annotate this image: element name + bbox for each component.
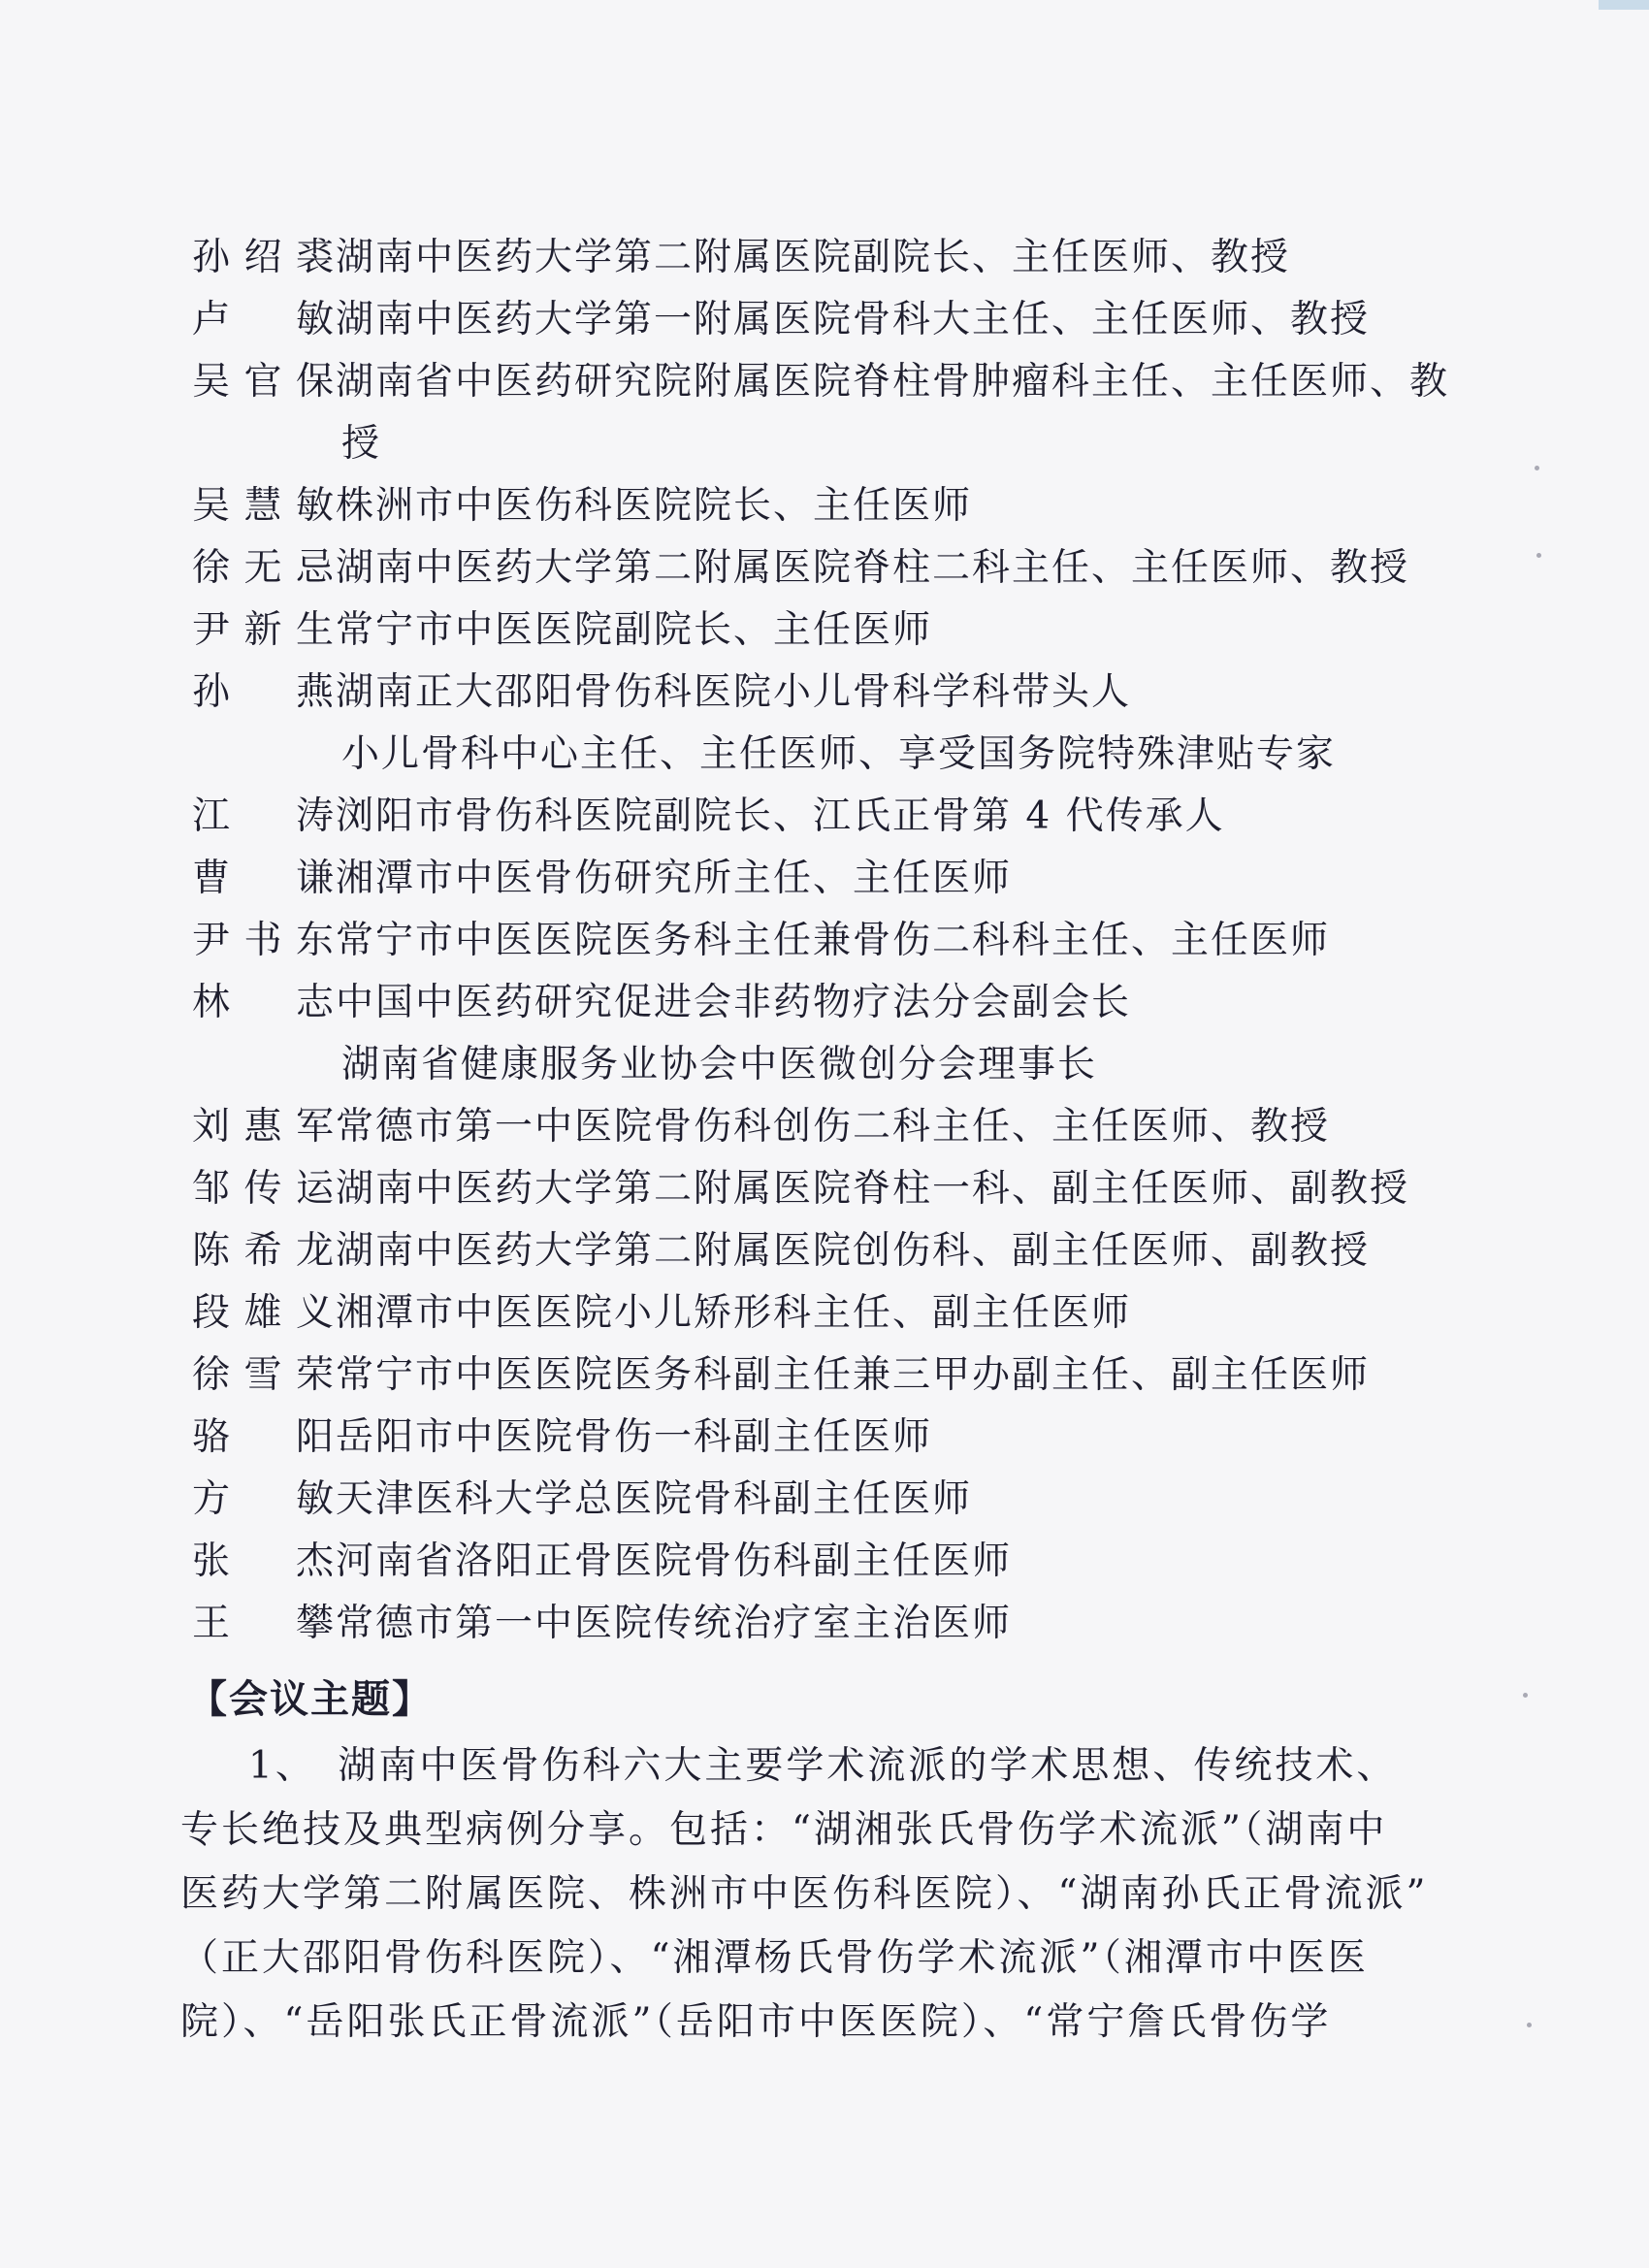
person-title-line: 浏阳市骨伤科医院副院长、江氏正骨第 4 代传承人 [336, 794, 1225, 838]
person-name: 孙 燕 [192, 670, 336, 714]
person-title-line: 小儿骨科中心主任、主任医师、享受国务院特殊津贴专家 [341, 732, 1337, 776]
person-name: 尹 新 生 [192, 608, 336, 652]
person-title [336, 1096, 1453, 1158]
person-title [336, 662, 1453, 786]
person-title-line: 河南省洛阳正骨医院骨伤科副主任医师 [336, 1539, 1013, 1583]
person-title [336, 537, 1453, 599]
roster-row [192, 1345, 1453, 1407]
person-name: 曹 谦 [192, 857, 336, 900]
person-name: 邹 传 运 [192, 1167, 336, 1211]
scan-edge-mark [1599, 0, 1649, 10]
person-name: 徐 无 忌 [192, 546, 336, 590]
roster-row [192, 537, 1453, 599]
person-name: 方 敏 [192, 1477, 336, 1521]
person-title [336, 1158, 1453, 1220]
person-title-line: 湖南正大邵阳骨伤科医院小儿骨科学科带头人 [336, 670, 1132, 714]
person-title [336, 848, 1453, 910]
person-name: 骆 阳 [192, 1415, 336, 1459]
person-title-line: 株洲市中医伤科医院院长、主任医师 [336, 484, 973, 528]
person-name: 吴 官 保 [192, 360, 336, 404]
expert-roster [192, 227, 1453, 1655]
person-title [336, 475, 1453, 537]
theme-line: （正大邵阳骨伤科医院）、“湘潭杨氏骨伤学术流派”（湘潭市中医医 [180, 1936, 1369, 1980]
roster-row [192, 1158, 1453, 1220]
person-title [336, 1593, 1453, 1655]
person-title [336, 910, 1453, 972]
roster-row [192, 1407, 1453, 1469]
person-title [336, 786, 1453, 848]
person-name: 张 杰 [192, 1539, 336, 1583]
roster-row [192, 662, 1453, 786]
person-title [336, 1531, 1453, 1593]
person-name: 卢 敏 [192, 298, 336, 341]
person-title [336, 351, 1453, 475]
roster-row [192, 1531, 1453, 1593]
roster-row [192, 599, 1453, 662]
roster-row [192, 351, 1453, 475]
roster-row [192, 786, 1453, 848]
theme-line: 1、 湖南中医骨伤科六大主要学术流派的学术思想、传统技术、 [248, 1744, 1398, 1788]
person-title-line: 岳阳市中医院骨伤一科副主任医师 [336, 1415, 933, 1459]
person-name: 段 雄 义 [192, 1291, 336, 1335]
roster-row [192, 227, 1453, 289]
roster-row [192, 1593, 1453, 1655]
person-title-line: 湖南中医药大学第二附属医院副院长、主任医师、教授 [336, 236, 1291, 279]
person-title-line: 湖南省健康服务业协会中医微创分会理事长 [341, 1043, 1098, 1086]
roster-row [192, 475, 1453, 537]
person-name: 王 攀 [192, 1602, 336, 1645]
theme-line: 院）、“岳阳张氏正骨流派”（岳阳市中医医院）、“常宁詹氏骨伤学 [180, 2000, 1332, 2044]
person-title [336, 1407, 1453, 1469]
person-title-line: 常宁市中医医院医务科主任兼骨伤二科科主任、主任医师 [336, 919, 1331, 962]
person-title-line: 湘潭市中医医院小儿矫形科主任、副主任医师 [336, 1291, 1132, 1335]
person-name: 江 涛 [192, 794, 336, 838]
person-title [336, 599, 1453, 662]
person-name: 刘 惠 军 [192, 1105, 336, 1149]
person-title-line: 中国中医药研究促进会非药物疗法分会副会长 [336, 981, 1132, 1024]
person-title [336, 1469, 1453, 1531]
person-name: 林 志 [192, 981, 336, 1024]
scan-speck [1523, 1693, 1528, 1698]
person-title-line: 常德市第一中医院骨伤科创伤二科主任、主任医师、教授 [336, 1105, 1331, 1149]
theme-paragraph [180, 1734, 1429, 2055]
roster-row [192, 910, 1453, 972]
theme-line: 专长绝技及典型病例分享。包括：“湖湘张氏骨伤学术流派”（湖南中 [180, 1808, 1388, 1852]
person-name: 陈 希 龙 [192, 1229, 336, 1273]
person-title-line: 湖南中医药大学第二附属医院创伤科、副主任医师、副教授 [336, 1229, 1371, 1273]
person-title [336, 1345, 1453, 1407]
person-title [336, 1220, 1453, 1282]
person-title-line: 天津医科大学总医院骨科副主任医师 [336, 1477, 973, 1521]
person-title-line: 常宁市中医医院医务科副主任兼三甲办副主任、副主任医师 [336, 1353, 1371, 1397]
scan-speck [1527, 2023, 1532, 2027]
person-title-line: 湘潭市中医骨伤研究所主任、主任医师 [336, 857, 1013, 900]
roster-row [192, 1282, 1453, 1345]
person-title [336, 289, 1453, 351]
person-title-line: 授 [341, 422, 382, 466]
roster-row [192, 1096, 1453, 1158]
scan-speck [1535, 466, 1539, 470]
person-name: 孙 绍 裘 [192, 236, 336, 279]
scan-speck [1536, 553, 1541, 558]
roster-row [192, 848, 1453, 910]
roster-row [192, 289, 1453, 351]
person-title-line: 湖南中医药大学第二附属医院脊柱一科、副主任医师、副教授 [336, 1167, 1410, 1211]
roster-row [192, 1220, 1453, 1282]
person-name: 徐 雪 荣 [192, 1353, 336, 1397]
section-heading-conference-theme: 【会议主题】 [188, 1676, 433, 1722]
person-title-line: 常德市第一中医院传统治疗室主治医师 [336, 1602, 1013, 1645]
person-name: 尹 书 东 [192, 919, 336, 962]
person-title-line: 湖南省中医药研究院附属医院脊柱骨肿瘤科主任、主任医师、教 [336, 360, 1450, 404]
person-title-line: 常宁市中医医院副院长、主任医师 [336, 608, 933, 652]
roster-row [192, 972, 1453, 1096]
person-title [336, 972, 1453, 1096]
person-title-line: 湖南中医药大学第一附属医院骨科大主任、主任医师、教授 [336, 298, 1371, 341]
roster-row [192, 1469, 1453, 1531]
person-title [336, 1282, 1453, 1345]
person-title [336, 227, 1453, 289]
person-title-line: 湖南中医药大学第二附属医院脊柱二科主任、主任医师、教授 [336, 546, 1410, 590]
person-name: 吴 慧 敏 [192, 484, 336, 528]
theme-line: 医药大学第二附属医院、株洲市中医伤科医院）、“湖南孙氏正骨流派” [180, 1872, 1429, 1916]
